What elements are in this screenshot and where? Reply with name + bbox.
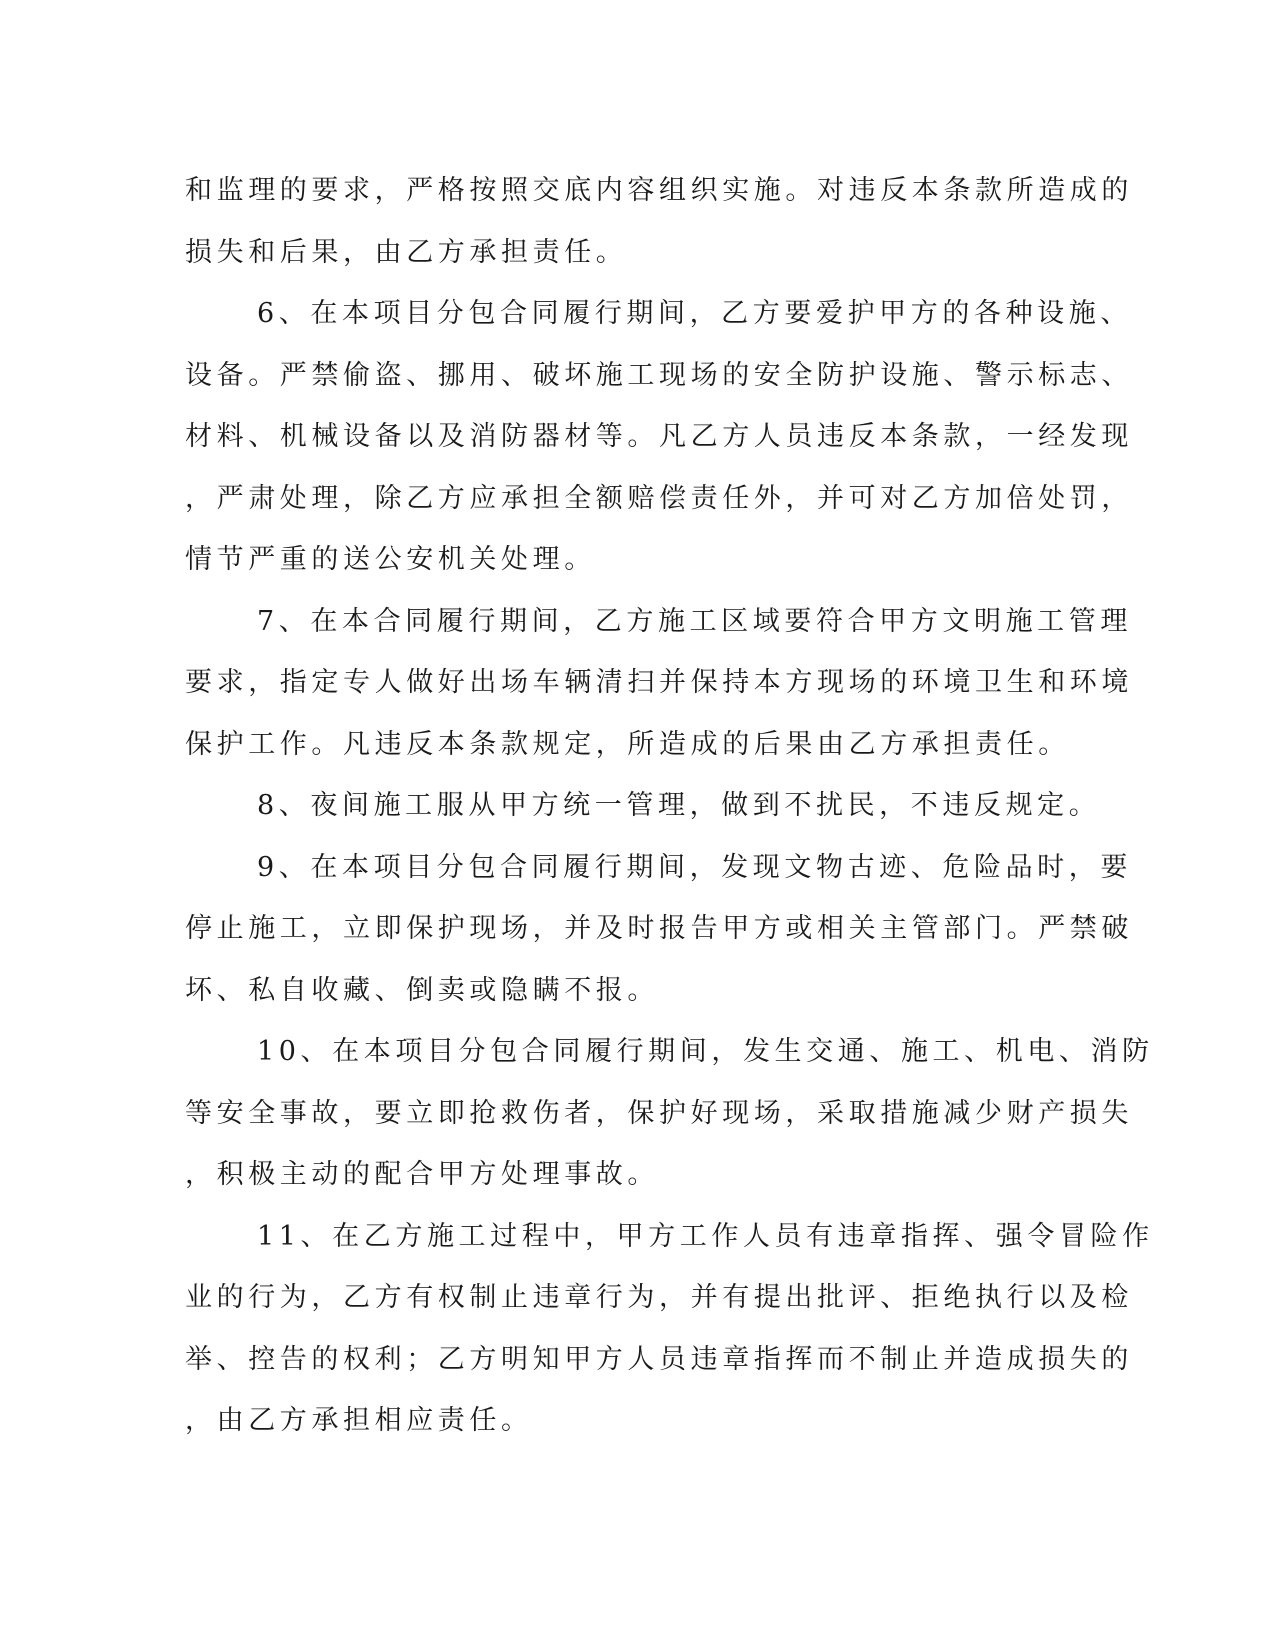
text-line: 7、在本合同履行期间，乙方施工区域要符合甲方文明施工管理 [257, 605, 1132, 637]
text-line: 6、在本项目分包合同履行期间，乙方要爱护甲方的各种设施、 [257, 298, 1132, 329]
text-line: 材料、机械设备以及消防器材等。凡乙方人员违反本条款，一经发现 [185, 421, 1133, 452]
text-line: 11、在乙方施工过程中，甲方工作人员有违章指挥、强令冒险作 [257, 1220, 1154, 1252]
text-line: ，严肃处理，除乙方应承担全额赔偿责任外，并可对乙方加倍处罚， [185, 482, 1133, 514]
text-line: 停止施工，立即保护现场，并及时报告甲方或相关主管部门。严禁破 [185, 913, 1133, 944]
text-line: 损失和后果，由乙方承担责任。 [185, 236, 628, 268]
text-line: 10、在本项目分包合同履行期间，发生交通、施工、机电、消防 [257, 1036, 1154, 1067]
text-line: 保护工作。凡违反本条款规定，所造成的后果由乙方承担责任。 [185, 728, 1070, 760]
text-line: ，由乙方承担相应责任。 [185, 1405, 533, 1436]
text-line: 设备。严禁偷盗、挪用、破坏施工现场的安全防护设施、警示标志、 [185, 359, 1133, 391]
text-line: 坏、私自收藏、倒卖或隐瞒不报。 [185, 974, 659, 1006]
text-line: 等安全事故，要立即抢救伤者，保护好现场，采取措施减少财产损失 [185, 1097, 1133, 1129]
text-line: 9、在本项目分包合同履行期间，发现文物古迹、危险品时，要 [257, 851, 1132, 883]
text-line: 情节严重的送公安机关处理。 [185, 544, 596, 575]
text-line: ，积极主动的配合甲方处理事故。 [185, 1159, 659, 1190]
text-line: 要求，指定专人做好出场车辆清扫并保持本方现场的环境卫生和环境 [185, 667, 1133, 698]
text-line: 举、控告的权利；乙方明知甲方人员违章指挥而不制止并造成损失的 [185, 1343, 1133, 1375]
document-body [185, 160, 1154, 1452]
text-line: 和监理的要求，严格按照交底内容组织实施。对违反本条款所造成的 [185, 175, 1133, 206]
text-line: 8、夜间施工服从甲方统一管理，做到不扰民，不违反规定。 [257, 790, 1101, 821]
text-line: 业的行为，乙方有权制止违章行为，并有提出批评、拒绝执行以及检 [185, 1282, 1133, 1313]
